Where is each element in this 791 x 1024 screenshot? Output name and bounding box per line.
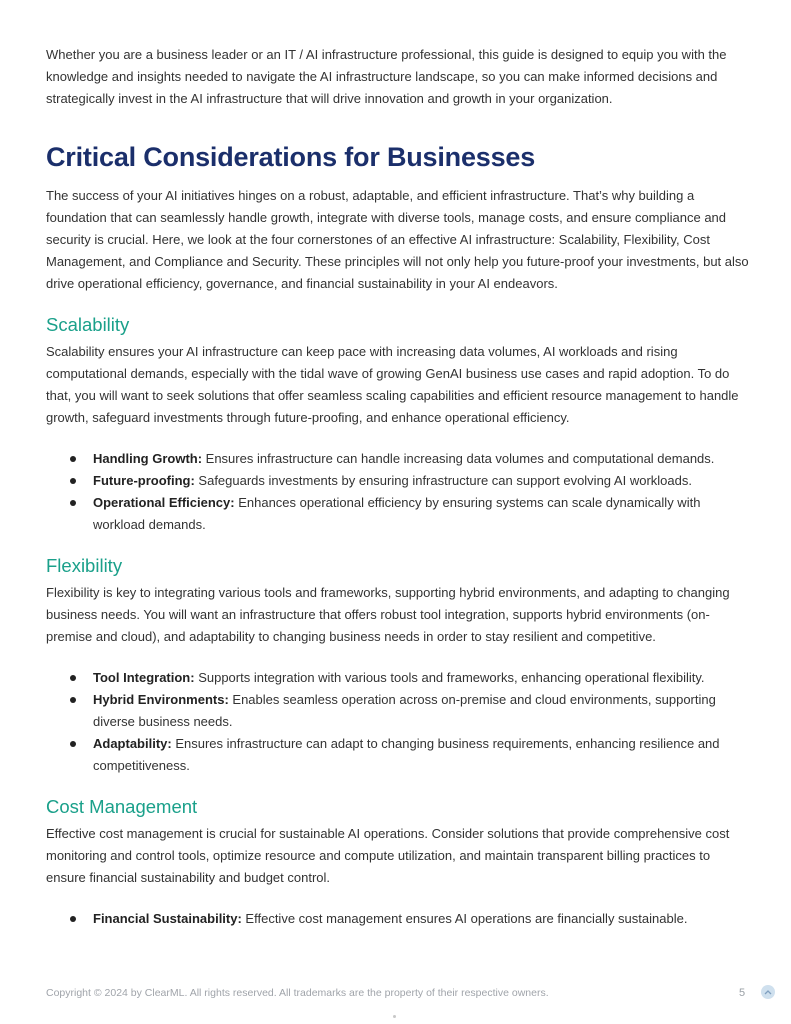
list-item-text: Enhances operational efficiency by ensuring systems can scale dynamically with workload demands. <box>93 495 701 532</box>
list-item-term: Financial Sustainability: <box>93 911 242 926</box>
bullet-dot-icon <box>70 697 76 703</box>
scalability-heading: Scalability <box>46 314 130 335</box>
list-item-term: Future-proofing: <box>93 473 195 488</box>
list-item <box>46 492 751 536</box>
list-item <box>46 448 751 470</box>
footer-copyright: Copyright © 2024 by ClearML. All rights reserved. All trademarks are the property of their respective owners. <box>46 987 549 999</box>
divider-dot <box>393 1015 396 1018</box>
list-item <box>46 667 751 689</box>
list-item-text: Ensures infrastructure can adapt to changing business requirements, enhancing resilience and competitiveness. <box>93 736 720 773</box>
bullet-dot-icon <box>70 741 76 747</box>
list-item-text: Enables seamless operation across on-premise and cloud environments, supporting diverse business needs. <box>93 692 716 729</box>
bullet-dot-icon <box>70 478 76 484</box>
list-item <box>46 733 751 777</box>
list-item-term: Hybrid Environments: <box>93 692 229 707</box>
list-item-term: Operational Efficiency: <box>93 495 235 510</box>
list-item-text: Supports integration with various tools and frameworks, enhancing operational flexibility. <box>194 670 705 685</box>
section-title: Critical Considerations for Businesses <box>46 142 536 172</box>
list-item <box>46 689 751 733</box>
section-paragraph: The success of your AI initiatives hinges on a robust, adaptable, and efficient infrastructure. That’s why building a foundation that can seamlessly handle growth, integrate with diverse tools, manage costs, and ensure compliance and security is crucial. Here, we look at the four cornerstones of an effective AI infrastructure: Scalability, Flexibility, Cost Management, and Compliance and Security. These principles will not only help you future-proof your investments, but also drive operational efficiency, governance, and financial sustainability in your AI endeavors. <box>46 188 749 291</box>
cost-management-heading: Cost Management <box>46 796 198 817</box>
list-item-text: Safeguards investments by ensuring infrastructure can support evolving AI workloads. <box>194 473 692 488</box>
list-item-term: Handling Growth: <box>93 451 203 466</box>
list-item-term: Tool Integration: <box>93 670 195 685</box>
bullet-dot-icon <box>70 675 76 681</box>
scalability-list <box>46 448 751 536</box>
flexibility-paragraph: Flexibility is key to integrating various tools and frameworks, supporting hybrid environments, and adapting to changing business needs. You will want an infrastructure that offers robust tool integration, supports hybrid environments (on-premise and cloud), and adaptability to changing business needs in order to stay resilient and competitive. <box>46 585 730 644</box>
bullet-dot-icon <box>70 456 76 462</box>
chevron-up-icon <box>764 989 772 995</box>
intro-paragraph: Whether you are a business leader or an IT / AI infrastructure professional, this guide is designed to equip you with the knowledge and insights needed to navigate the AI infrastructure landscape, so you can make informed decisions and strategically invest in the AI infrastructure that will drive innovation and growth in your organization. <box>46 47 727 106</box>
cost-management-list <box>46 908 751 930</box>
page-content <box>46 44 751 930</box>
scroll-top-button[interactable] <box>761 985 775 999</box>
flexibility-list <box>46 667 751 777</box>
list-item-text: Ensures infrastructure can handle increasing data volumes and computational demands. <box>202 451 715 466</box>
bullet-dot-icon <box>70 916 76 922</box>
page-number: 5 <box>739 987 746 999</box>
scalability-paragraph: Scalability ensures your AI infrastructure can keep pace with increasing data volumes, AI workloads and rising computational demands, especially with the tidal wave of growing GenAI business use cases and rapid adoption. To do that, you will want to seek solutions that offer seamless scaling capabilities and efficient resource management to handle growth, safeguard investments through future-proofing, and enhance operational efficiency. <box>46 344 739 425</box>
flexibility-heading: Flexibility <box>46 555 123 576</box>
cost-management-paragraph: Effective cost management is crucial for sustainable AI operations. Consider solutions that provide comprehensive cost monitoring and control tools, optimize resource and compute utilization, and maintain transparent billing practices to ensure financial sustainability and budget control. <box>46 826 730 885</box>
list-item-text: Effective cost management ensures AI operations are financially sustainable. <box>241 911 688 926</box>
list-item-term: Adaptability: <box>93 736 172 751</box>
list-item <box>46 908 751 930</box>
list-item <box>46 470 751 492</box>
bullet-dot-icon <box>70 500 76 506</box>
